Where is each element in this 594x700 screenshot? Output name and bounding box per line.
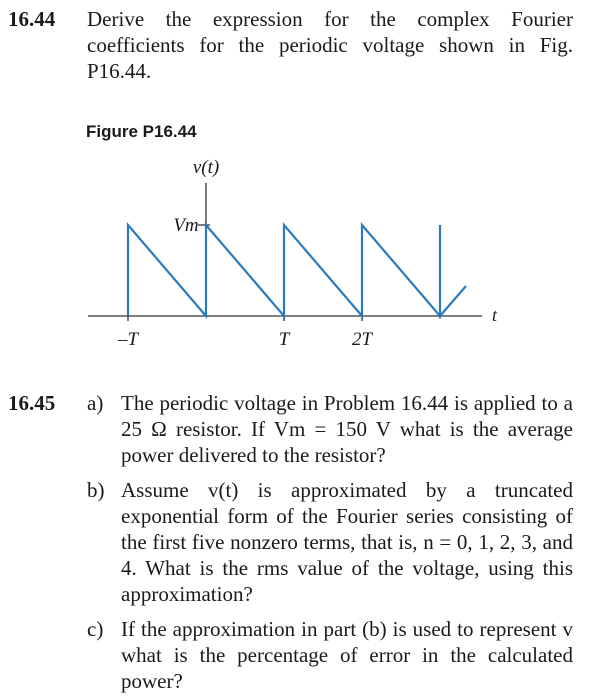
problem-text: Derive the expression for the complex Fourier coefficients for the periodic voltage shown in Fig. P16.44. [87,7,573,83]
figure-label: Figure P16.44 [86,122,197,141]
part-text: If the approximation in part (b) is used to represent v what is the percentage of error in the calculated power? [121,617,573,693]
sawtooth-waveform [128,225,466,316]
problem-16-45 [0,390,590,700]
part-letter: c) [87,617,104,641]
tick-label-t: T [278,329,290,350]
problem-16-44 [0,6,590,86]
y-axis-label: v(t) [192,157,220,178]
part-text: The periodic voltage in Problem 16.44 is applied to a 25 Ω resistor. If Vm = 150 V what is the average power delivered to the resistor? [121,391,573,467]
part-b [87,477,573,607]
part-text: Assume v(t) is approximated by a truncated exponential form of the Fourier series consisting of the first five nonzero terms, that is, n = 0, 1, 2, 3, and 4. What is the rms value of the voltage, using this approximation? [121,478,573,606]
sawtooth-figure [0,145,594,360]
part-letter: a) [87,391,104,415]
part-letter: b) [87,478,105,502]
part-a [87,390,573,470]
tick-label-2t: 2T [351,329,373,350]
problem-number: 16.45 [8,391,56,415]
x-axis-label: t [492,305,498,325]
part-c [87,616,573,696]
problem-number: 16.44 [8,7,56,31]
tick-label-neg-t: –T [117,329,139,350]
peak-label: Vm [173,215,199,236]
